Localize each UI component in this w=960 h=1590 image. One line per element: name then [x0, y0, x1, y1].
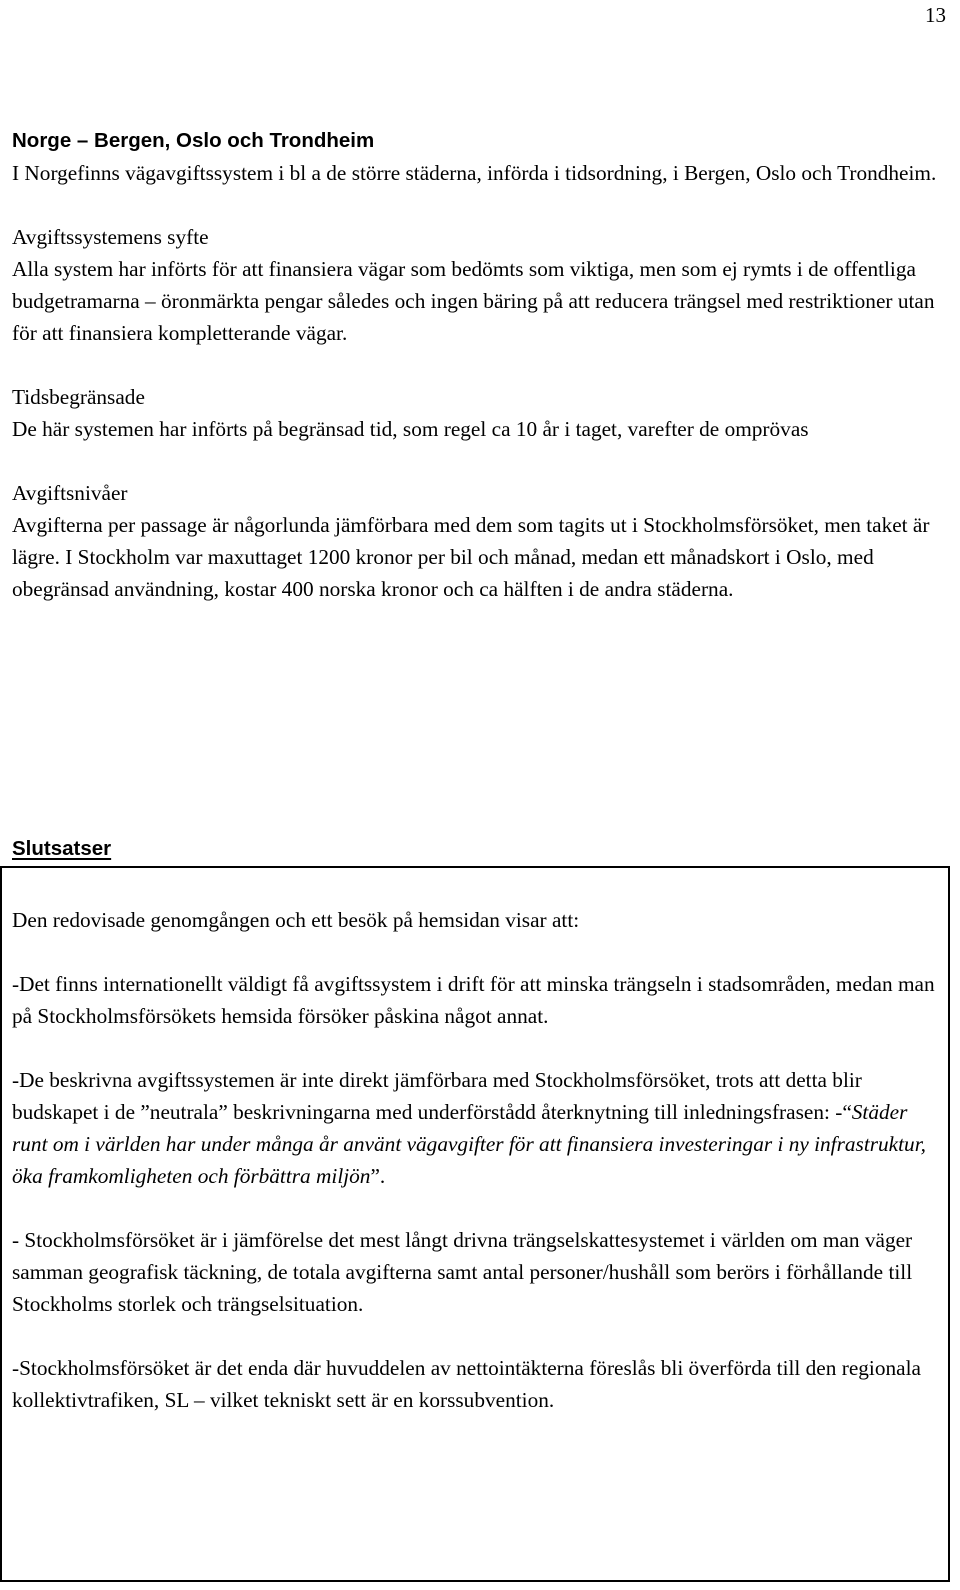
conclusion-point-2-prefix: -De beskrivna avgiftssystemen är inte direkt jämförbara med Stockholmsförsöket, trots att detta blir budskapet i de ”neutrala” beskrivningarna med underförstådd återknytning till inledningsfrasen: -“ — [12, 1068, 862, 1124]
section-title: Norge – Bergen, Oslo och Trondheim — [12, 129, 375, 152]
conclusion-point-3: - Stockholmsförsöket är i jämförelse det mest långt drivna trängselskattesystemet i världen om man väger samman geografisk täckning, de totala avgifterna samt antal personer/hushåll som berörs i förhållande till Stockholms storlek och trängselsituation. — [12, 1228, 913, 1316]
section-intro: I Norgefinns vägavgiftssystem i bl a de större städerna, införda i tidsordning, i Bergen, Oslo och Trondheim. — [12, 161, 937, 185]
conclusions-title: Slutsatser — [12, 837, 112, 860]
conclusion-point-4: -Stockholmsförsöket är det enda där huvuddelen av nettointäkterna föreslås bli överförda till den regionala kollektivtrafiken, SL – vilket tekniskt sett är en korssubvention. — [12, 1356, 921, 1412]
spacer — [12, 349, 942, 381]
conclusions-lead: Den redovisade genomgången och ett besök på hemsidan visar att: — [12, 908, 580, 932]
time-limited-heading: Tidsbegränsade — [12, 385, 145, 409]
page-number: 13 — [925, 3, 946, 27]
spacer — [12, 445, 942, 477]
purpose-text: Alla system har införts för att finansiera vägar som bedömts som viktiga, men som ej rymts i de offentliga budgetramarna – öronmärkta pengar således och ingen bäring på att reducera trängsel med restriktioner utan för att finansiera kompletterande vägar. — [12, 257, 935, 345]
conclusion-point-1: -Det finns internationellt väldigt få avgiftssystem i drift för att minska trängseln i stadsområden, medan man på Stockholmsförsökets hemsida försöker påskina något annat. — [12, 972, 935, 1028]
conclusion-point-2-quote: Städer runt om i världen har under många år använt vägavgifter för att finansiera investeringar i ny infrastruktur, öka framkomligheten och förbättra miljön — [12, 1100, 926, 1188]
norway-section — [12, 125, 942, 605]
conclusions-body — [12, 904, 940, 1448]
fee-levels-heading: Avgiftsnivåer — [12, 481, 128, 505]
conclusion-point-2-suffix: ”. — [370, 1164, 386, 1188]
conclusion-point-2 — [12, 1064, 940, 1192]
fee-levels-text: Avgifterna per passage är någorlunda jämförbara med dem som tagits ut i Stockholmsförsöket, men taket är lägre. I Stockholm var maxuttaget 1200 kronor per bil och månad, medan ett månadskort i Oslo, med obegränsad användning, kostar 400 norska kronor och ca hälften i de andra städerna. — [12, 513, 930, 601]
spacer — [12, 189, 942, 221]
time-limited-text: De här systemen har införts på begränsad tid, som regel ca 10 år i taget, varefter de omprövas — [12, 417, 809, 441]
purpose-heading: Avgiftssystemens syfte — [12, 225, 209, 249]
